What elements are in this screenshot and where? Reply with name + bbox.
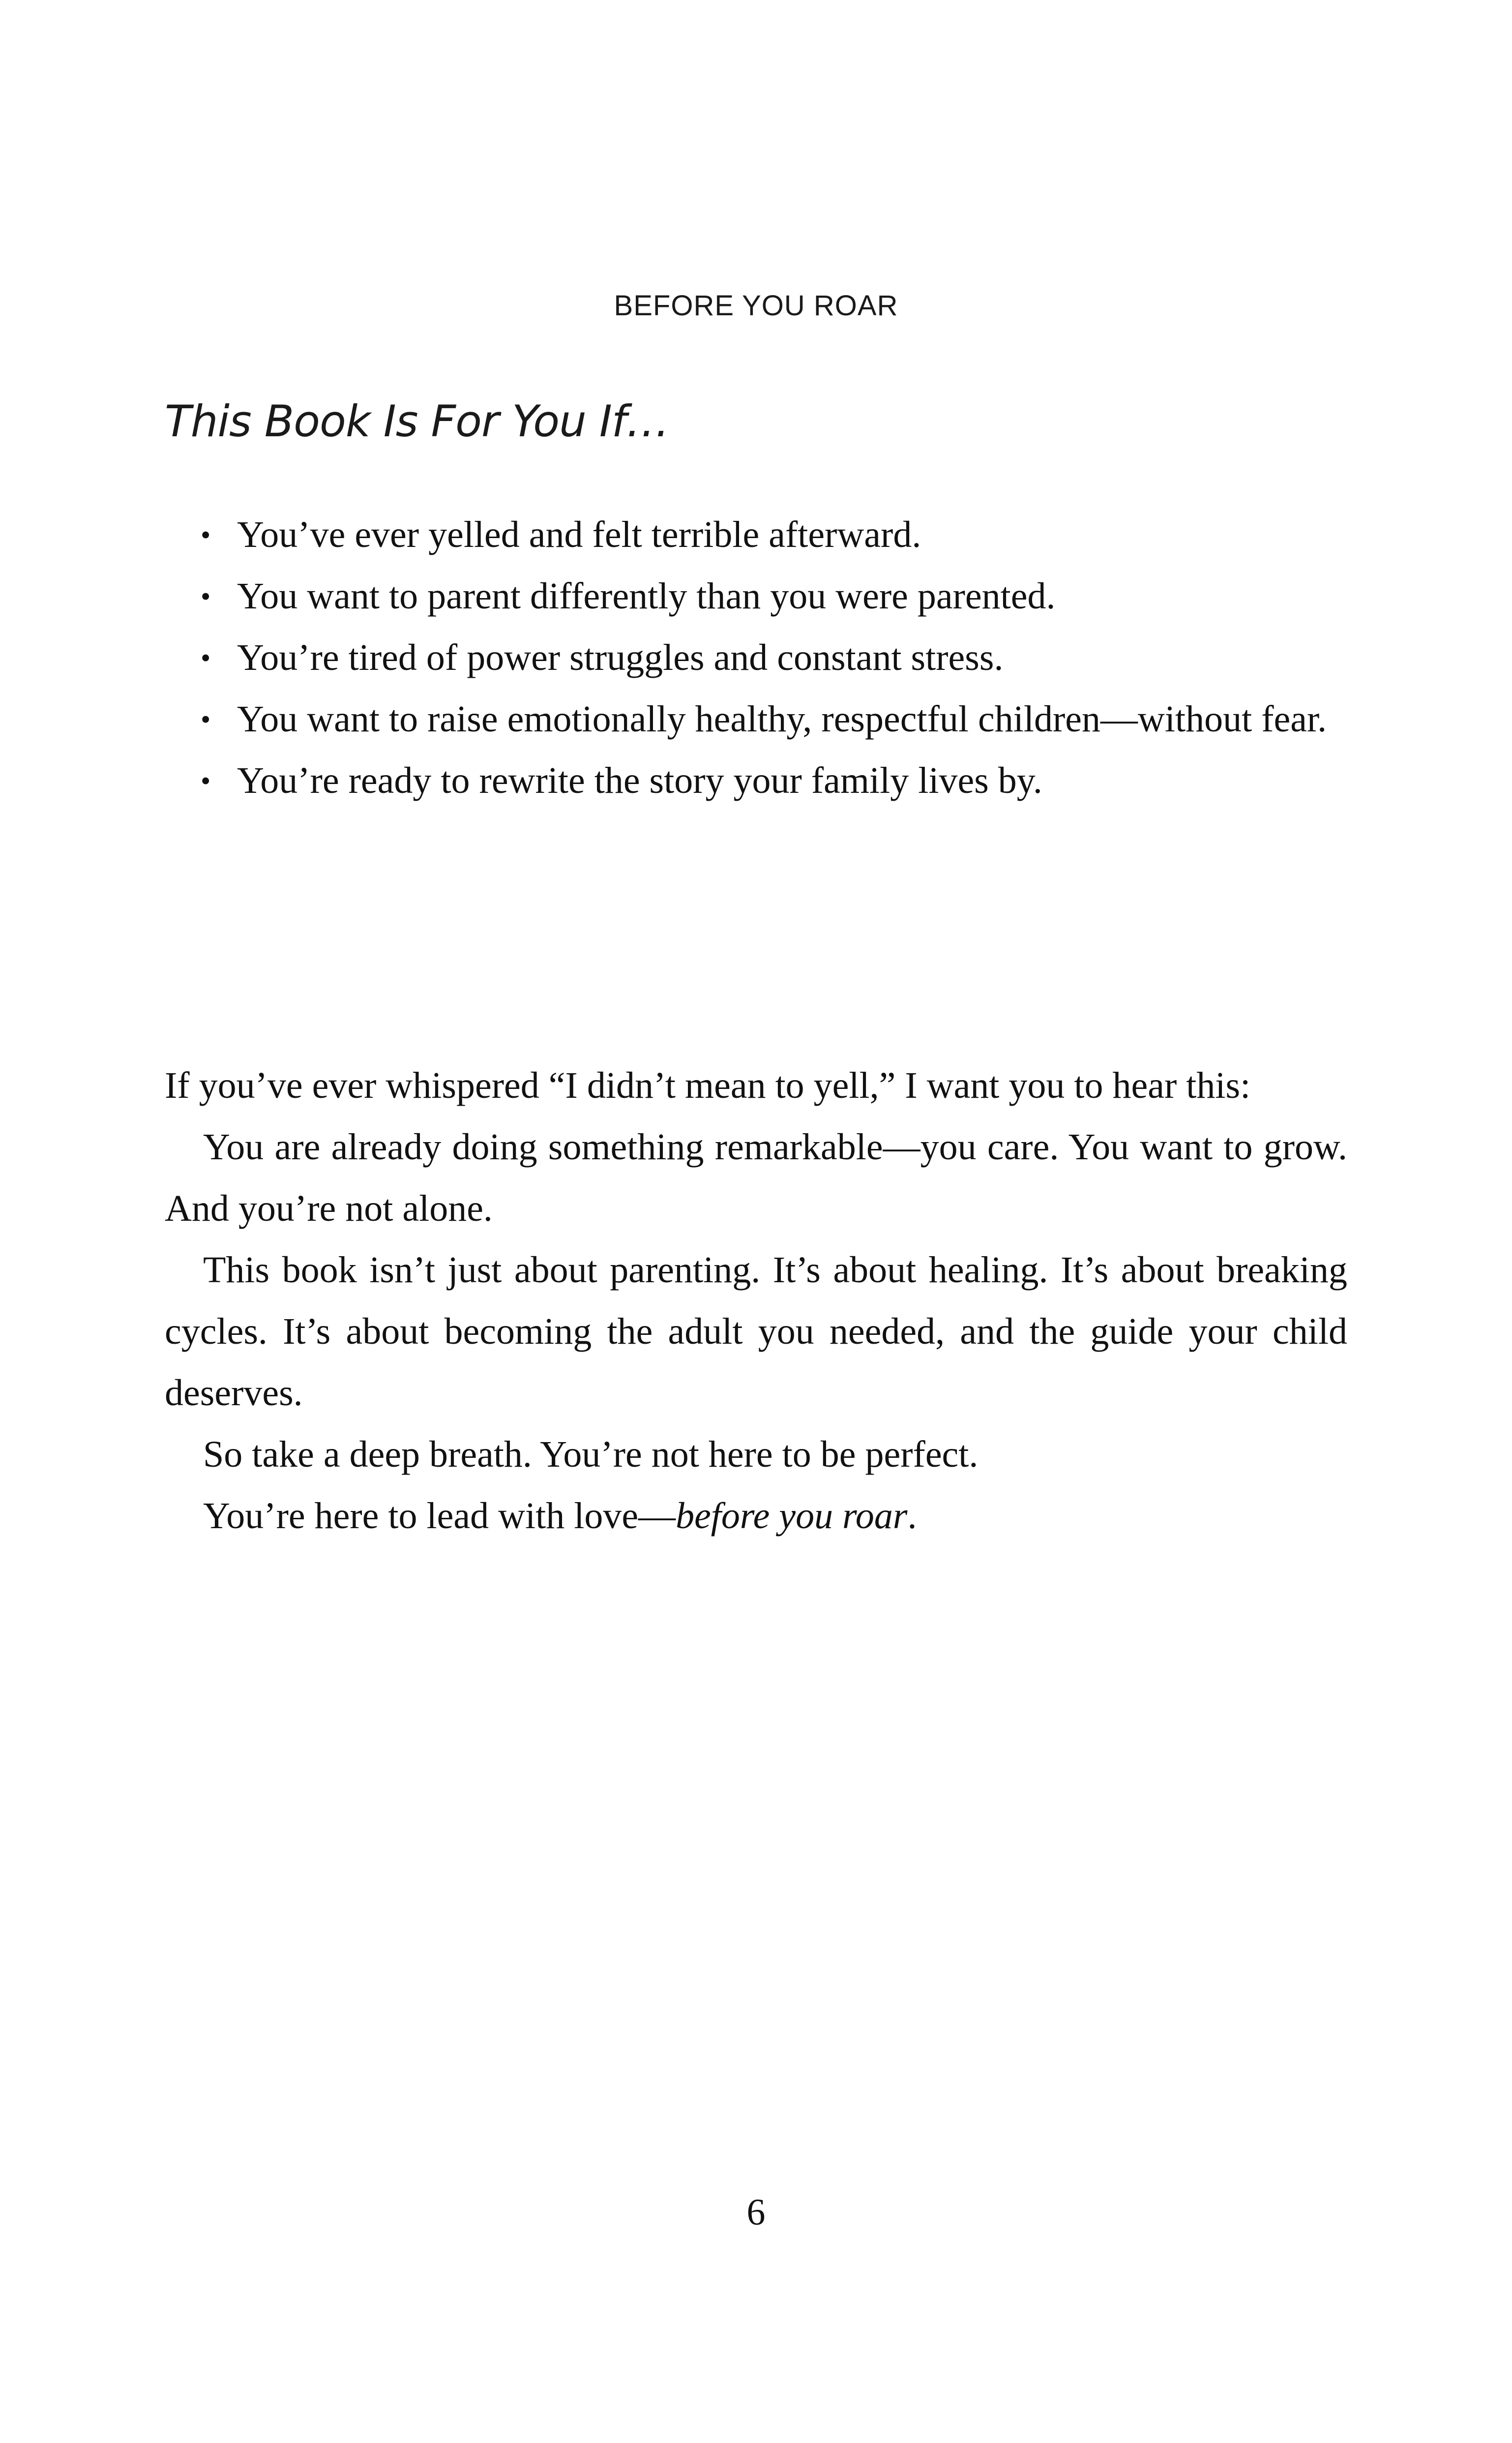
bullet-icon: • — [201, 765, 211, 797]
bullet-icon: • — [201, 703, 211, 735]
paragraph-5-start: You’re here to lead with love— — [203, 1495, 676, 1537]
list-item-text: You’re tired of power struggles and constant stress. — [237, 637, 1004, 678]
bullet-list — [197, 504, 1367, 812]
paragraph-5 — [165, 1485, 1347, 1547]
paragraph-2: You are already doing something remarkable—you care. You want to grow. And you’re not alone. — [165, 1126, 1347, 1229]
bullet-icon: • — [201, 580, 211, 612]
list-item — [197, 689, 1367, 750]
paragraph-5-end: . — [907, 1495, 917, 1537]
body-text — [165, 1055, 1347, 1547]
list-item-text: You’ve ever yelled and felt terrible afterward. — [237, 514, 921, 555]
list-item-text: You’re ready to rewrite the story your family lives by. — [237, 760, 1042, 801]
paragraph-5-italic: before you roar — [676, 1495, 908, 1537]
paragraph-3: This book isn’t just about parenting. It’s about healing. It’s about breaking cycles. It’s about becoming the adult you needed, and the guide your child deserves. — [165, 1249, 1347, 1414]
paragraph-1: If you’ve ever whispered “I didn’t mean to yell,” I want you to hear this: — [165, 1065, 1251, 1106]
list-item-text: You want to raise emotionally healthy, respectful children—without fear. — [237, 698, 1327, 740]
page-number: 6 — [746, 2192, 766, 2233]
list-item — [197, 504, 1367, 566]
running-head: BEFORE YOU ROAR — [614, 290, 898, 322]
list-item — [197, 566, 1367, 627]
section-title: This Book Is For You If… — [165, 396, 669, 447]
paragraph-4: So take a deep breath. You’re not here to be perfect. — [203, 1434, 978, 1475]
bullet-icon: • — [201, 519, 211, 551]
list-item — [197, 627, 1367, 689]
bullet-icon: • — [201, 642, 211, 674]
list-item — [197, 750, 1367, 812]
list-item-text: You want to parent differently than you were parented. — [237, 575, 1056, 617]
